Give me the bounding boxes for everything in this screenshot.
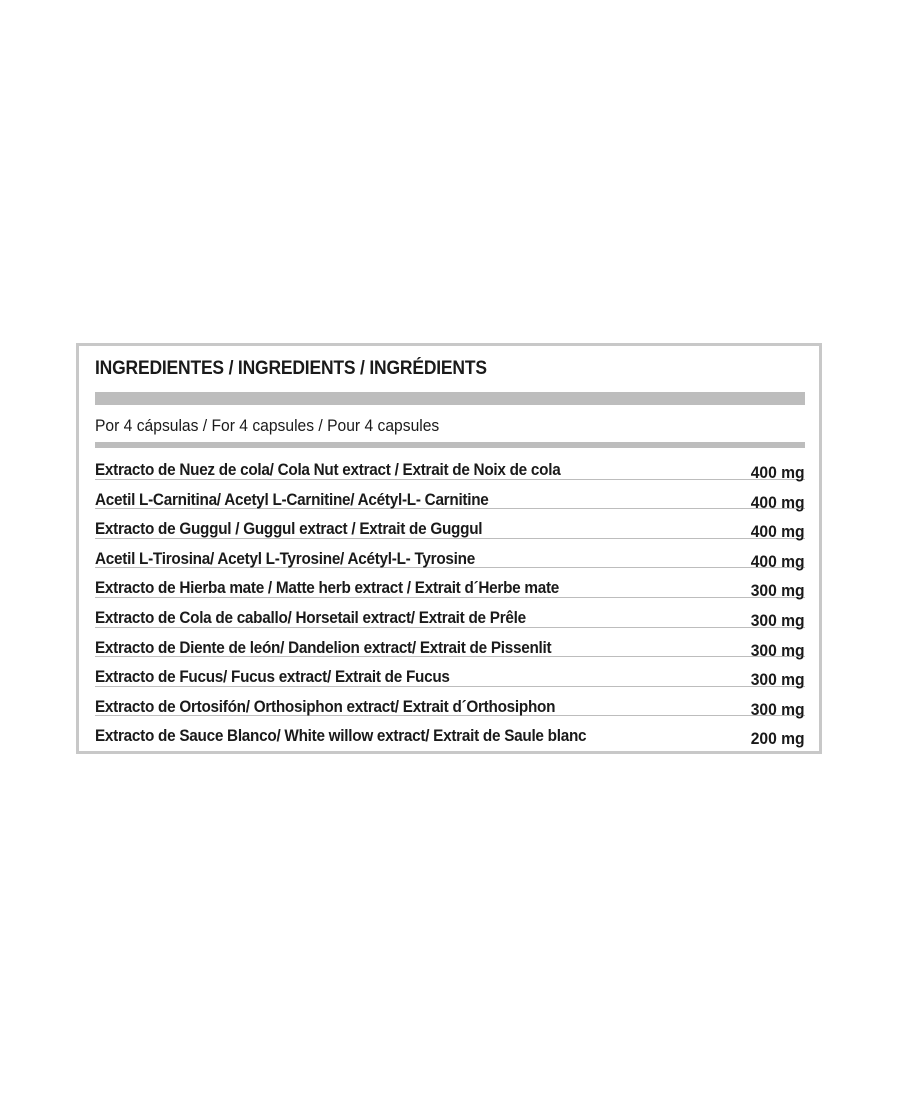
ingredient-amount: 400 mg bbox=[751, 492, 805, 512]
ingredient-name: Extracto de Diente de león/ Dandelion extract/ Extrait de Pissenlit bbox=[95, 637, 552, 657]
ingredient-row bbox=[95, 480, 805, 510]
ingredient-row bbox=[95, 657, 805, 690]
ingredient-row bbox=[95, 450, 805, 480]
panel-title: INGREDIENTES / INGREDIENTS / INGRÉDIENTS bbox=[95, 358, 487, 379]
ingredient-amount: 400 mg bbox=[751, 522, 805, 542]
ingredient-name: Extracto de Guggul / Guggul extract / Extrait de Guggul bbox=[95, 519, 483, 539]
ingredient-name: Extracto de Hierba mate / Matte herb extract / Extrait d´Herbe mate bbox=[95, 578, 560, 598]
ingredient-name: Extracto de Sauce Blanco/ White willow extract/ Extrait de Saule blanc bbox=[95, 726, 587, 746]
ingredient-amount: 300 mg bbox=[751, 699, 805, 719]
ingredient-row bbox=[95, 716, 805, 749]
ingredient-row bbox=[95, 687, 805, 717]
ingredient-amount: 200 mg bbox=[751, 729, 805, 749]
ingredients-panel bbox=[76, 343, 822, 754]
ingredient-amount: 300 mg bbox=[751, 581, 805, 601]
ingredient-name: Acetil L-Carnitina/ Acetyl L-Carnitine/ Acétyl-L- Carnitine bbox=[95, 489, 489, 509]
serving-size-label: Por 4 cápsulas / For 4 capsules / Pour 4 capsules bbox=[95, 416, 440, 435]
ingredient-amount: 300 mg bbox=[751, 670, 805, 690]
title-divider bbox=[95, 392, 805, 405]
ingredient-name: Extracto de Fucus/ Fucus extract/ Extrait de Fucus bbox=[95, 667, 450, 687]
ingredient-amount: 400 mg bbox=[751, 463, 805, 482]
ingredient-name: Extracto de Nuez de cola/ Cola Nut extract / Extrait de Noix de cola bbox=[95, 460, 561, 479]
subtitle-divider bbox=[95, 442, 805, 448]
ingredient-row bbox=[95, 509, 805, 542]
ingredient-row bbox=[95, 568, 805, 601]
ingredient-row bbox=[95, 598, 805, 628]
ingredients-list bbox=[95, 450, 805, 749]
ingredient-name: Acetil L-Tirosina/ Acetyl L-Tyrosine/ Acétyl-L- Tyrosine bbox=[95, 548, 475, 568]
ingredient-row bbox=[95, 628, 805, 658]
ingredient-name: Extracto de Ortosifón/ Orthosiphon extract/ Extrait d´Orthosiphon bbox=[95, 696, 556, 716]
ingredient-name: Extracto de Cola de caballo/ Horsetail extract/ Extrait de Prêle bbox=[95, 607, 526, 627]
ingredient-row bbox=[95, 539, 805, 569]
ingredient-amount: 300 mg bbox=[751, 610, 805, 630]
ingredient-amount: 400 mg bbox=[751, 551, 805, 571]
ingredient-amount: 300 mg bbox=[751, 640, 805, 660]
